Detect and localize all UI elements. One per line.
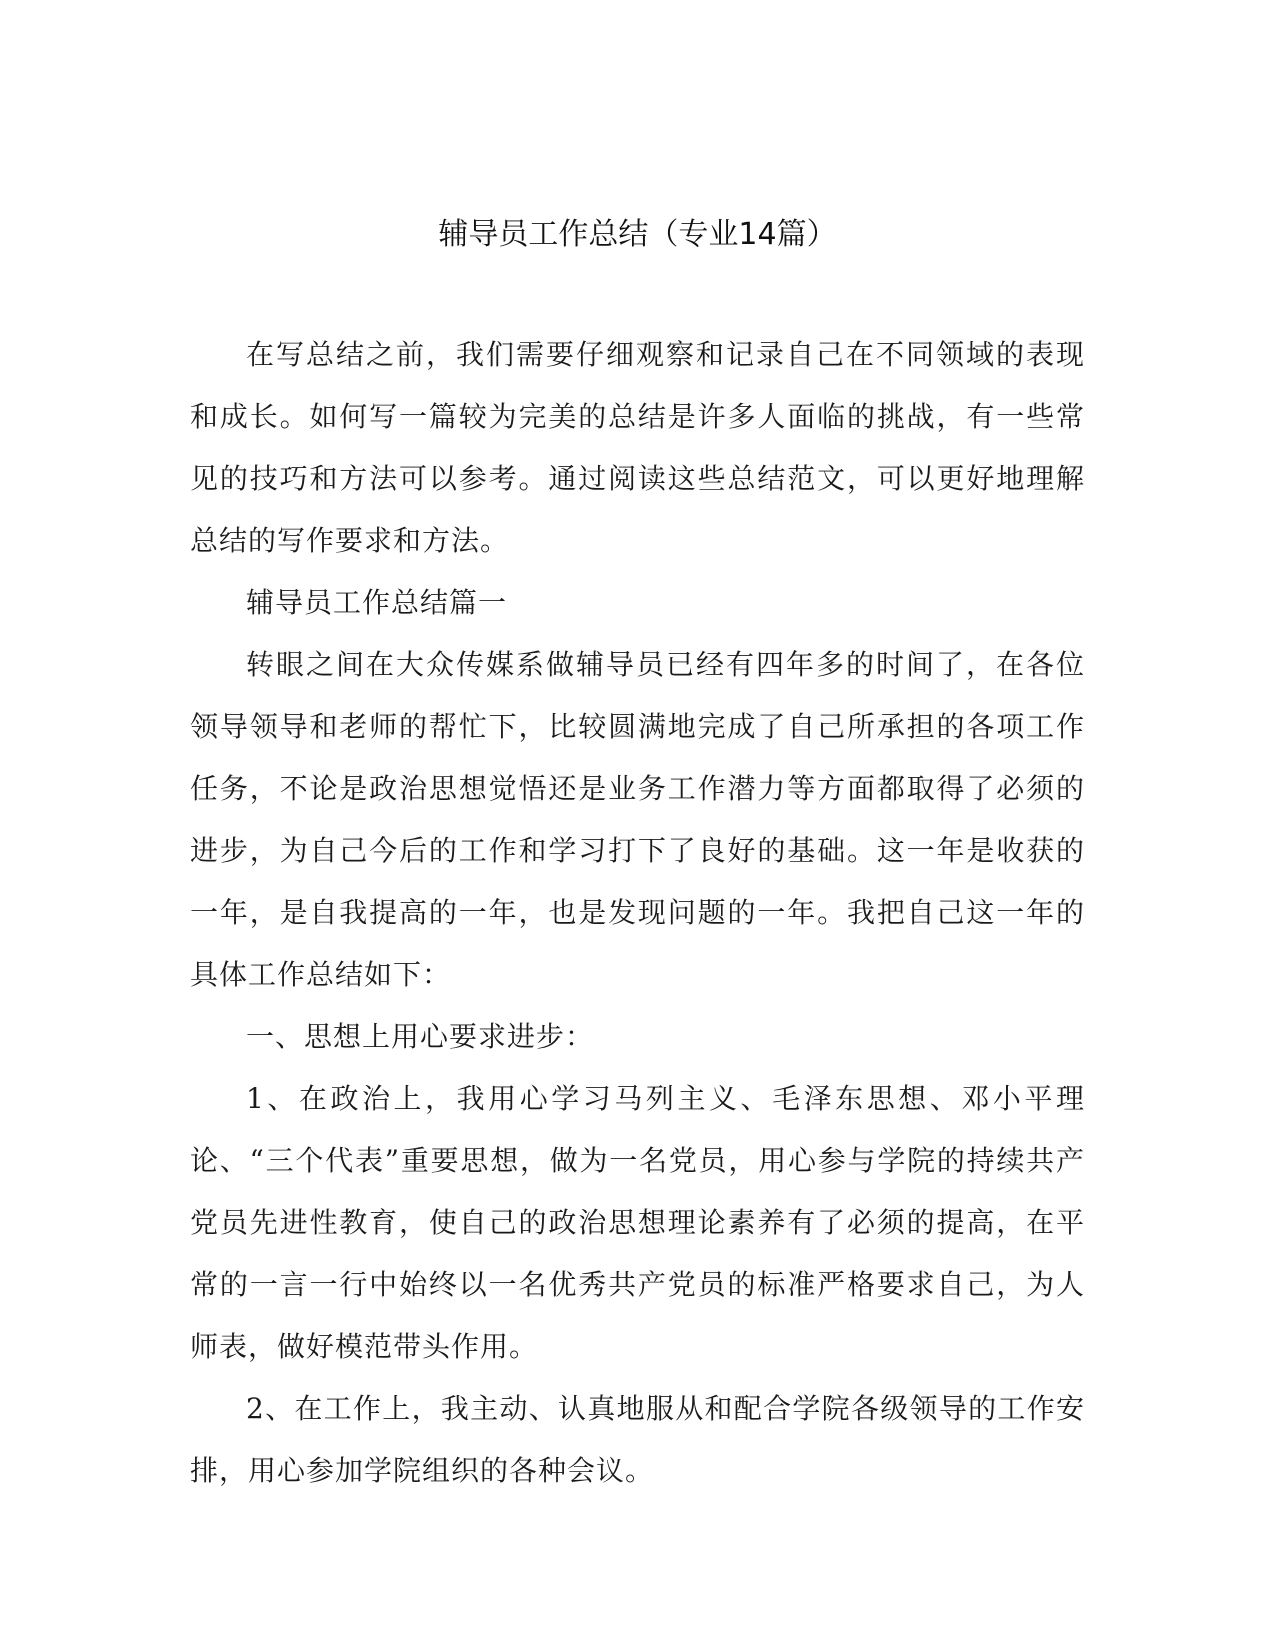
section-heading: 辅导员工作总结篇一 [246, 586, 508, 619]
body-paragraph: 转眼之间在大众传媒系做辅导员已经有四年多的时间了，在各位领导领导和老师的帮忙下，比较圆满地完成了自己所承担的各项工作任务，不论是政治思想觉悟还是业务工作潜力等方面都取得了必须的进步，为自己今后的工作和学习打下了良好的基础。这一年是收获的一年，是自我提高的一年，也是发现问题的一年。我把自己这一年的具体工作总结如下： [190, 648, 1085, 991]
document-body [190, 324, 1085, 1502]
subsection-heading: 一、思想上用心要求进步： [246, 1020, 595, 1053]
list-item-paragraph: 2、在工作上，我主动、认真地服从和配合学院各级领导的工作安排，用心参加学院组织的各种会议。 [190, 1392, 1085, 1487]
document-title: 辅导员工作总结（专业14篇） [438, 217, 837, 252]
intro-paragraph: 在写总结之前，我们需要仔细观察和记录自己在不同领域的表现和成长。如何写一篇较为完美的总结是许多人面临的挑战，有一些常见的技巧和方法可以参考。通过阅读这些总结范文，可以更好地理解总结的写作要求和方法。 [190, 338, 1085, 557]
list-item-paragraph: 1、在政治上，我用心学习马列主义、毛泽东思想、邓小平理论、“三个代表”重要思想，做为一名党员，用心参与学院的持续共产党员先进性教育，使自己的政治思想理论素养有了必须的提高，在平常的一言一行中始终以一名优秀共产党员的标准严格要求自己，为人师表，做好模范带头作用。 [190, 1082, 1085, 1363]
